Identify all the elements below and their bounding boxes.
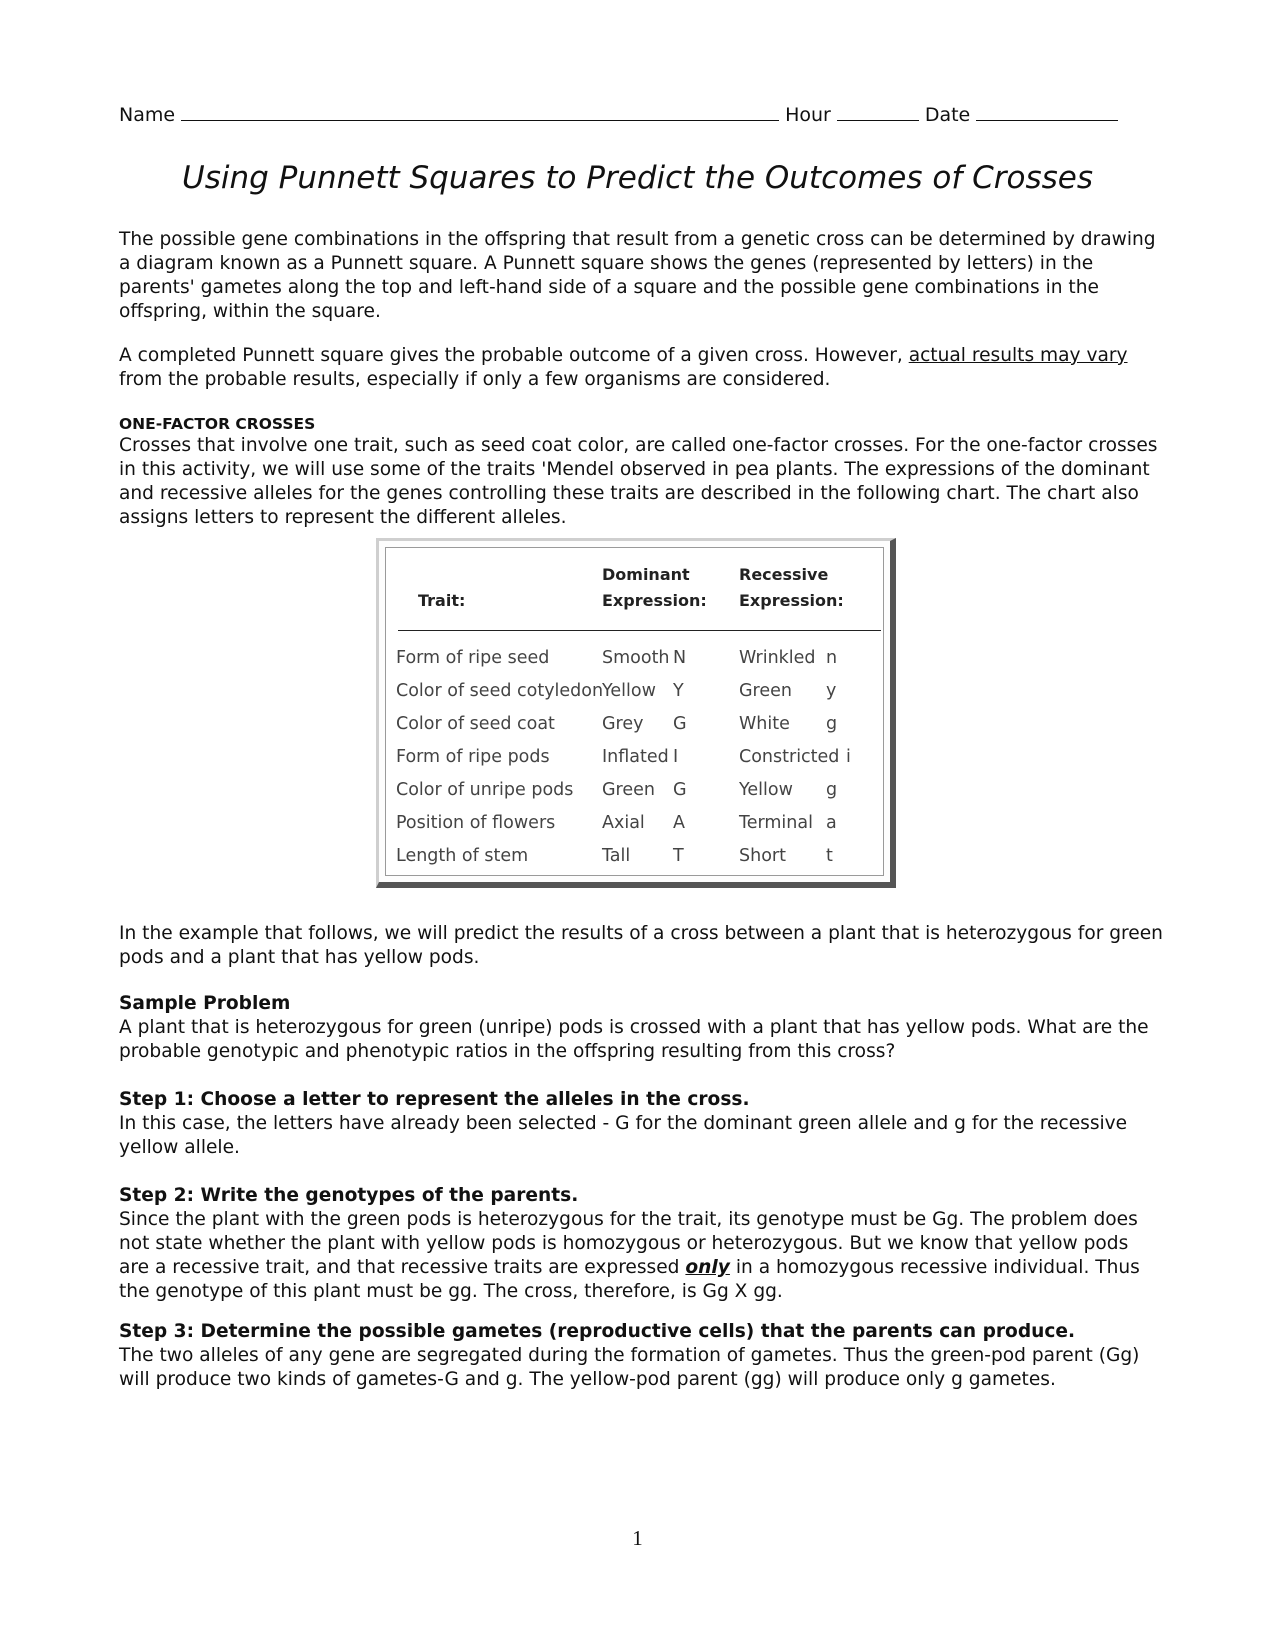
page-title: Using Punnett Squares to Predict the Outcomes of Crosses	[182, 160, 1093, 196]
header-divider	[398, 630, 881, 631]
recessive-cell: Terminal	[739, 813, 813, 833]
trait-cell: Color of seed coat	[396, 714, 555, 734]
recessive-letter: g	[826, 714, 838, 734]
dominant-letter: T	[673, 846, 684, 866]
sample-problem-heading: Sample Problem	[119, 993, 291, 1014]
trait-cell: Form of ripe seed	[396, 648, 550, 668]
actual-results-underline: actual results may vary	[908, 345, 1128, 366]
col-recessive-header	[739, 562, 844, 614]
dominant-cell: Green	[602, 780, 655, 800]
dominant-cell: Tall	[602, 846, 631, 866]
step1-text: In this case, the letters have already been selected - G for the dominant green allele and g for the recessive yellow allele.	[119, 1113, 1128, 1158]
dominant-cell: Grey	[602, 714, 644, 734]
dominant-cell: Inflated	[602, 747, 669, 767]
recessive-letter: t	[826, 846, 833, 866]
sample-problem-text: A plant that is heterozygous for green (unripe) pods is crossed with a plant that has yellow pods. What are the probable genotypic and phenotypic ratios in the offspring resulting from this cross?	[119, 1017, 1149, 1062]
chart-row	[386, 813, 883, 845]
dominant-cell: Axial	[602, 813, 645, 833]
step2-text-end: in a homozygous recessive individual. Thus the genotype of this plant must be gg. The cross, therefore, is Gg X gg.	[119, 1257, 1140, 1302]
chart-row	[386, 846, 883, 878]
hour-blank[interactable]	[837, 102, 919, 121]
recessive-cell: Yellow	[739, 780, 793, 800]
traits-chart	[376, 538, 896, 888]
recessive-cell: White	[739, 714, 790, 734]
chart-row	[386, 714, 883, 746]
step2-heading: Step 2: Write the genotypes of the parents.	[119, 1185, 579, 1206]
intro-paragraph-2	[119, 344, 1164, 392]
student-info-line	[119, 102, 1159, 126]
intro-p2-start: A completed Punnett square gives the probable outcome of a given cross. However,	[119, 345, 909, 366]
recessive-letter: g	[826, 780, 838, 800]
trait-cell: Color of unripe pods	[396, 780, 574, 800]
recessive-header-line-2: Expression:	[739, 591, 844, 610]
only-emphasis: only	[685, 1257, 730, 1278]
step2-text	[119, 1208, 1164, 1304]
name-blank[interactable]	[181, 102, 779, 121]
trait-cell: Form of ripe pods	[396, 747, 550, 767]
dominant-letter: Y	[673, 681, 684, 701]
one-factor-heading: ONE-FACTOR CROSSES	[119, 415, 316, 433]
dominant-letter: G	[673, 780, 687, 800]
step2-text-start: Since the plant with the green pods is heterozygous for the trait, its genotype must be Gg. The problem does not state whether the plant with yellow pods is homozygous or heterozygous. But we know that yellow pods are a recessive trait, and that recessive traits are expressed	[119, 1209, 1138, 1278]
dominant-cell: Yellow	[602, 681, 656, 701]
date-blank[interactable]	[976, 102, 1118, 121]
recessive-cell: Green	[739, 681, 792, 701]
hour-label: Hour	[785, 104, 831, 126]
traits-chart-frame	[385, 547, 884, 876]
chart-row	[386, 681, 883, 713]
trait-cell: Position of flowers	[396, 813, 556, 833]
name-label: Name	[119, 104, 176, 126]
chart-row	[386, 648, 883, 680]
dominant-letter: N	[673, 648, 687, 668]
recessive-letter: n	[826, 648, 838, 668]
recessive-cell: Short	[739, 846, 786, 866]
date-label: Date	[924, 104, 971, 126]
step1-heading: Step 1: Choose a letter to represent the alleles in the cross.	[119, 1089, 750, 1110]
recessive-letter: i	[846, 747, 851, 767]
col-trait-header: Trait:	[418, 591, 466, 610]
recessive-cell: Constricted	[739, 747, 840, 767]
intro-p2-end: from the probable results, especially if only a few organisms are considered.	[119, 369, 831, 390]
recessive-cell: Wrinkled	[739, 648, 816, 668]
dominant-letter: G	[673, 714, 687, 734]
intro-paragraph-1: The possible gene combinations in the offspring that result from a genetic cross can be determined by drawing a diagram known as a Punnett square. A Punnett square shows the genes (represented by letters) in the parents' gametes along the top and left-hand side of a square and the possible gene combinations in the offspring, within the square.	[119, 229, 1156, 322]
page-number: 1	[632, 1526, 643, 1550]
dominant-cell: Smooth	[602, 648, 670, 668]
recessive-letter: a	[826, 813, 837, 833]
trait-cell: Color of seed cotyledon	[396, 681, 604, 701]
dominant-header-line-1: Dominant	[602, 565, 690, 584]
step3-heading: Step 3: Determine the possible gametes (reproductive cells) that the parents can produce.	[119, 1321, 1076, 1342]
trait-cell: Length of stem	[396, 846, 529, 866]
one-factor-text: Crosses that involve one trait, such as seed coat color, are called one-factor crosses. For the one-factor crosses in this activity, we will use some of the traits 'Mendel observed in pea plants. The expressions of the dominant and recessive alleles for the genes controlling these traits are described in the following chart. The chart also assigns letters to represent the different alleles.	[119, 435, 1158, 528]
dominant-letter: A	[673, 813, 685, 833]
col-dominant-header	[602, 562, 707, 614]
chart-row	[386, 747, 883, 779]
recessive-header-line-1: Recessive	[739, 565, 829, 584]
step3-text: The two alleles of any gene are segregated during the formation of gametes. Thus the green-pod parent (Gg) will produce two kinds of gametes-G and g. The yellow-pod parent (gg) will produce only g gametes.	[119, 1345, 1140, 1390]
dominant-header-line-2: Expression:	[602, 591, 707, 610]
chart-row	[386, 780, 883, 812]
example-paragraph: In the example that follows, we will predict the results of a cross between a plant that is heterozygous for green pods and a plant that has yellow pods.	[119, 923, 1163, 968]
dominant-letter: I	[673, 747, 679, 767]
recessive-letter: y	[826, 681, 837, 701]
